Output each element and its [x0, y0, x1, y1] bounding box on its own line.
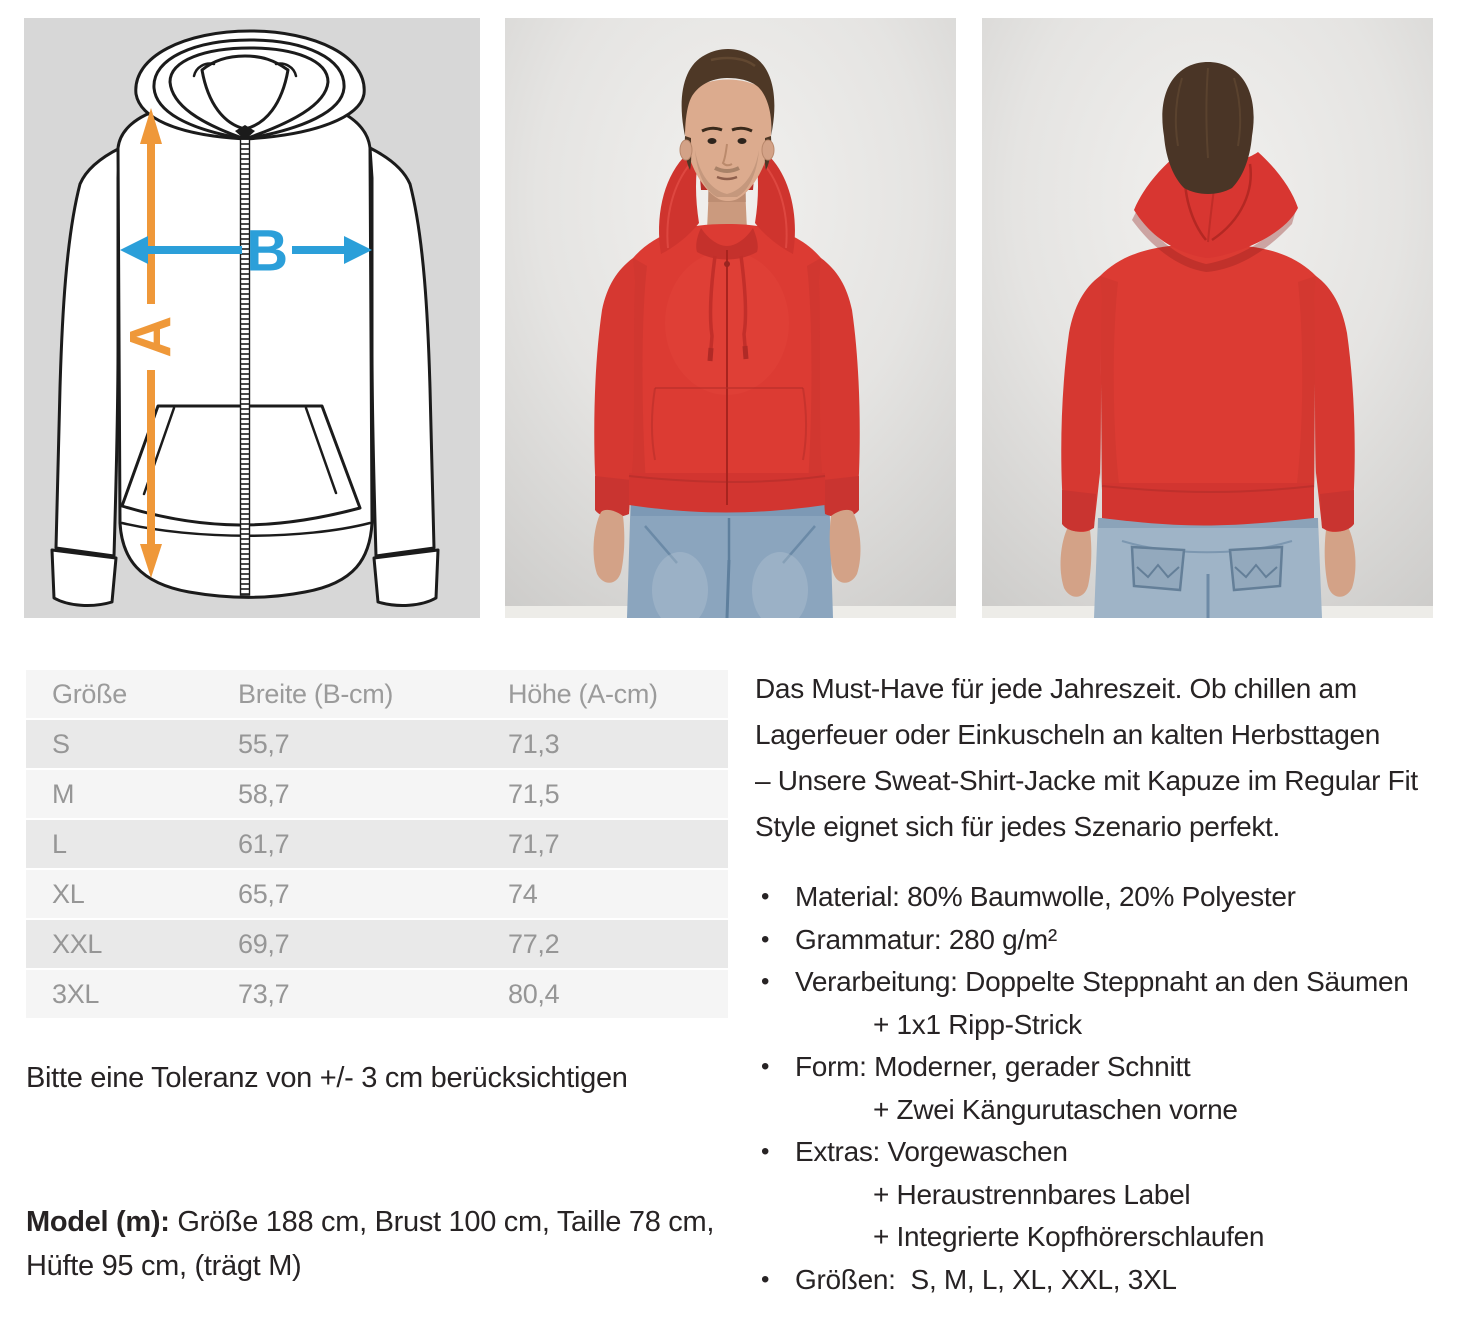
left-cuff	[52, 550, 116, 605]
left-hand	[594, 510, 625, 583]
right-ear	[762, 140, 774, 160]
right-cuff	[1320, 490, 1354, 531]
front-view-figure	[505, 18, 956, 618]
table-cell: 69,7	[238, 928, 290, 959]
feature-item	[755, 876, 1458, 919]
table-cell: 61,7	[238, 828, 290, 859]
product-description	[755, 666, 1458, 1301]
feature-text: + Heraustrennbares Label	[873, 1178, 1191, 1210]
aglet-left	[710, 348, 711, 361]
table-cell: L	[52, 828, 67, 859]
table-cell: 71,3	[508, 728, 560, 759]
bullet-dot: •	[761, 968, 770, 995]
feature-list	[755, 876, 1458, 1301]
bullet-dot: •	[761, 1138, 770, 1165]
bullet-dot: •	[761, 883, 770, 910]
left-eye	[708, 138, 717, 144]
head-back	[1162, 62, 1253, 194]
table-cell: 71,7	[508, 828, 560, 859]
feature-item	[755, 1131, 1458, 1174]
table-row	[26, 820, 728, 868]
feature-text: + 1x1 Ripp-Strick	[873, 1008, 1082, 1040]
feature-text: Form: Moderner, gerader Schnitt	[795, 1051, 1191, 1082]
bullet-dot: •	[761, 1265, 770, 1293]
model-measurements-line1: Größe 188 cm, Brust 100 cm, Taille 78 cm,	[177, 1206, 715, 1238]
model-label: Model (m):	[26, 1206, 170, 1238]
table-cell: 58,7	[238, 778, 290, 809]
intro-line: Style eignet sich für jedes Szenario perfekt.	[755, 811, 1281, 842]
feature-text: + Zwei Kängurutaschen vorne	[873, 1093, 1238, 1125]
feature-item	[755, 1046, 1458, 1089]
table-row	[26, 870, 728, 918]
label-b: B	[246, 218, 288, 284]
table-row	[26, 770, 728, 818]
column-header-height: Höhe (A-cm)	[508, 678, 658, 709]
table-cell: 73,7	[238, 978, 290, 1009]
size-diagram-panel	[24, 18, 480, 618]
feature-item	[755, 919, 1458, 962]
table-cell: XXL	[52, 928, 103, 959]
feature-text: Verarbeitung: Doppelte Steppnaht an den Säumen	[795, 966, 1409, 997]
product-photo-front	[505, 18, 956, 618]
size-diagram-illustration	[24, 18, 480, 618]
feature-continuation	[755, 1174, 1458, 1217]
table-cell: XL	[52, 878, 85, 909]
feature-item	[755, 1259, 1458, 1302]
size-table-header	[26, 670, 728, 718]
feature-text: + Integrierte Kopfhörerschlaufen	[873, 1221, 1265, 1252]
product-photo-back	[982, 18, 1433, 618]
feature-text: Extras: Vorgewaschen	[795, 1136, 1068, 1167]
description-intro	[755, 666, 1458, 850]
left-ear	[680, 140, 692, 160]
feature-item	[755, 961, 1458, 1004]
feature-text: Grammatur: 280 g/m²	[795, 923, 1057, 955]
right-hand	[830, 510, 861, 583]
model-measurements-line2: Hüfte 95 cm, (trägt M)	[26, 1250, 302, 1282]
left-cuff	[1062, 490, 1096, 531]
tolerance-note: Bitte eine Toleranz von +/- 3 cm berücksichtigen	[26, 1062, 628, 1094]
right-hand	[1325, 525, 1356, 597]
size-table	[26, 670, 728, 1020]
right-cuff	[374, 550, 438, 605]
feature-continuation	[755, 1089, 1458, 1132]
table-cell: 74	[508, 878, 538, 909]
table-cell: 77,2	[508, 928, 560, 959]
zipper-pull	[724, 261, 730, 267]
right-eye	[738, 138, 747, 144]
label-a: A	[118, 316, 184, 358]
left-hand	[1061, 525, 1092, 597]
intro-line: Lagerfeuer oder Einkuscheln an kalten Herbsttagen	[755, 719, 1381, 750]
bullet-dot: •	[761, 925, 770, 953]
column-header-width: Breite (B-cm)	[238, 678, 394, 709]
model-info	[26, 1200, 756, 1288]
column-header-size: Größe	[52, 678, 128, 709]
intro-line: Das Must-Have für jede Jahreszeit. Ob chillen am	[755, 673, 1357, 704]
table-row	[26, 920, 728, 968]
table-cell: 65,7	[238, 878, 290, 909]
table-cell: S	[52, 728, 70, 759]
feature-continuation	[755, 1216, 1458, 1259]
bullet-dot: •	[761, 1053, 770, 1080]
table-row	[26, 720, 728, 768]
table-row	[26, 970, 728, 1018]
table-cell: 3XL	[52, 978, 100, 1009]
table-cell: 55,7	[238, 728, 290, 759]
aglet-right	[745, 346, 746, 359]
table-cell: 71,5	[508, 778, 560, 809]
back-view-figure	[982, 18, 1433, 618]
jeans-back	[1094, 518, 1322, 618]
intro-line: – Unsere Sweat-Shirt-Jacke mit Kapuze im Regular Fit	[755, 765, 1418, 796]
table-cell: 80,4	[508, 978, 560, 1009]
zipper	[241, 139, 250, 595]
size-table-rows	[26, 720, 728, 1018]
feature-text: Material: 80% Baumwolle, 20% Polyester	[795, 881, 1296, 912]
feature-text: Größen: S, M, L, XL, XXL, 3XL	[795, 1263, 1177, 1295]
feature-continuation	[755, 1004, 1458, 1047]
table-cell: M	[52, 778, 75, 809]
